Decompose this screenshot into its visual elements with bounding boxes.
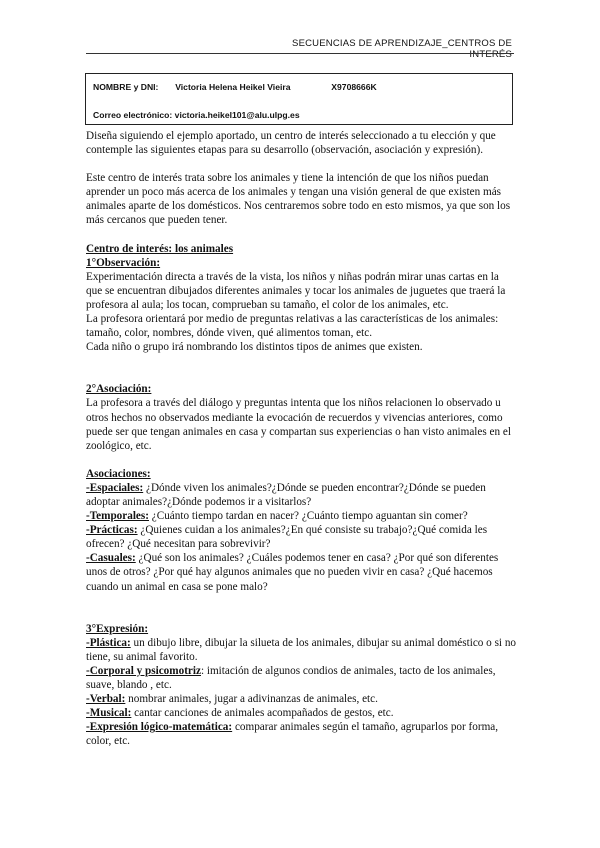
name-label: NOMBRE y DNI: xyxy=(93,82,159,92)
document-body xyxy=(86,129,516,748)
observacion-paragraph-2: La profesora orientará por medio de preguntas relativas a las características de los animales: tamaño, color, nombres, dónde viven, qué alimentos toman, etc. xyxy=(86,313,499,340)
asociacion-heading: 2°Asociación: xyxy=(86,383,152,396)
asociacion-paragraph: La profesora a través del diálogo y preguntas intenta que los niños relacionen lo observado u otros hechos no observados mediante la evocación de recuerdos y vivencias anteriores, como puede ser que tengan animales en casa y compartan sus experiencias o han visto animales en el zoológico, etc. xyxy=(86,397,511,452)
email-value: victoria.heikel101@alu.ulpg.es xyxy=(174,110,300,120)
observacion-paragraph-1: Experimentación directa a través de la vista, los niños y niñas podrán mirar unas cartas en la que se encuentran dibujados diferentes animales y tocar los animales de juguetes que traerá la profesora al aula; los tocan, comprueban su tamaño, el color de los animales, etc. xyxy=(86,270,506,311)
centro-title: Centro de interés: los animales xyxy=(86,242,234,255)
email-row xyxy=(93,110,300,120)
expresion-item-corporal: -Corporal y psicomotriz: imitación de algunos condios de animales, tacto de los animales, suave, blando , etc. xyxy=(86,664,496,691)
expresion-item-logico-matematica: -Expresión lógico-matemática: comparar animales según el tamaño, agruparlos por forma, color, etc. xyxy=(86,721,499,748)
page-header: SECUENCIAS DE APRENDIZAJE_CENTROS DE INTERÉS xyxy=(292,38,512,60)
asociacion-item-practicas: -Prácticas: ¿Quienes cuidan a los animales?¿En qué consiste su trabajo?¿Qué comida les ofrecen? ¿Qué necesitan para sobrevivir? xyxy=(86,524,488,551)
asociaciones-heading: Asociaciones: xyxy=(86,467,151,480)
expresion-item-plastica: -Plástica: un dibujo libre, dibujar la silueta de los animales, dibujar su animal doméstico o si no tiene, su animal favorito. xyxy=(86,636,517,663)
expresion-item-verbal: -Verbal: nombrar animales, jugar a adivinanzas de animales, etc. xyxy=(86,693,378,706)
name-dni-row xyxy=(93,82,377,92)
expresion-heading: 3°Expresión: xyxy=(86,622,149,635)
name-value: Victoria Helena Heikel Vieira xyxy=(175,82,291,92)
observacion-paragraph-3: Cada niño o grupo irá nombrando los distintos tipos de animes que existen. xyxy=(86,341,423,354)
observacion-heading: 1°Observación: xyxy=(86,256,161,269)
dni-value: X9708666K xyxy=(331,82,377,92)
asociacion-item-espaciales: -Espaciales: ¿Dónde viven los animales?¿Dónde se pueden encontrar?¿Dónde se pueden adoptar animales?¿Dónde podemos ir a visitarlos? xyxy=(86,481,486,508)
asociacion-item-casuales: -Casuales: ¿Qué son los animales? ¿Cuáles podemos tener en casa? ¿Por qué son diferentes unos de otros? ¿Por qué hay algunos animales que no pueden vivir en casa? ¿Qué hacemos cuando un animal en casa se pone malo? xyxy=(86,552,499,593)
instruction-paragraph: Diseña siguiendo el ejemplo aportado, un centro de interés seleccionado a tu elección y que contemple las siguientes etapas para su desarrollo (observación, asociación y expresión). xyxy=(86,130,496,157)
expresion-item-musical: -Musical: cantar canciones de animales acompañados de gestos, etc. xyxy=(86,707,394,720)
header-divider xyxy=(86,53,514,54)
student-info-box xyxy=(85,73,513,125)
description-paragraph: Este centro de interés trata sobre los animales y tiene la intención de que los niños puedan aprender un poco más acerca de los animales y tengan una visión general de que existen más animales aparte de los domésticos. Nos centraremos sobre todo en esto mismos, ya que son los más cercanos que pueden tener. xyxy=(86,172,511,227)
asociacion-item-temporales: -Temporales: ¿Cuánto tiempo tardan en nacer? ¿Cuánto tiempo aguantan sin comer? xyxy=(86,510,468,523)
email-label: Correo electrónico: xyxy=(93,110,173,120)
